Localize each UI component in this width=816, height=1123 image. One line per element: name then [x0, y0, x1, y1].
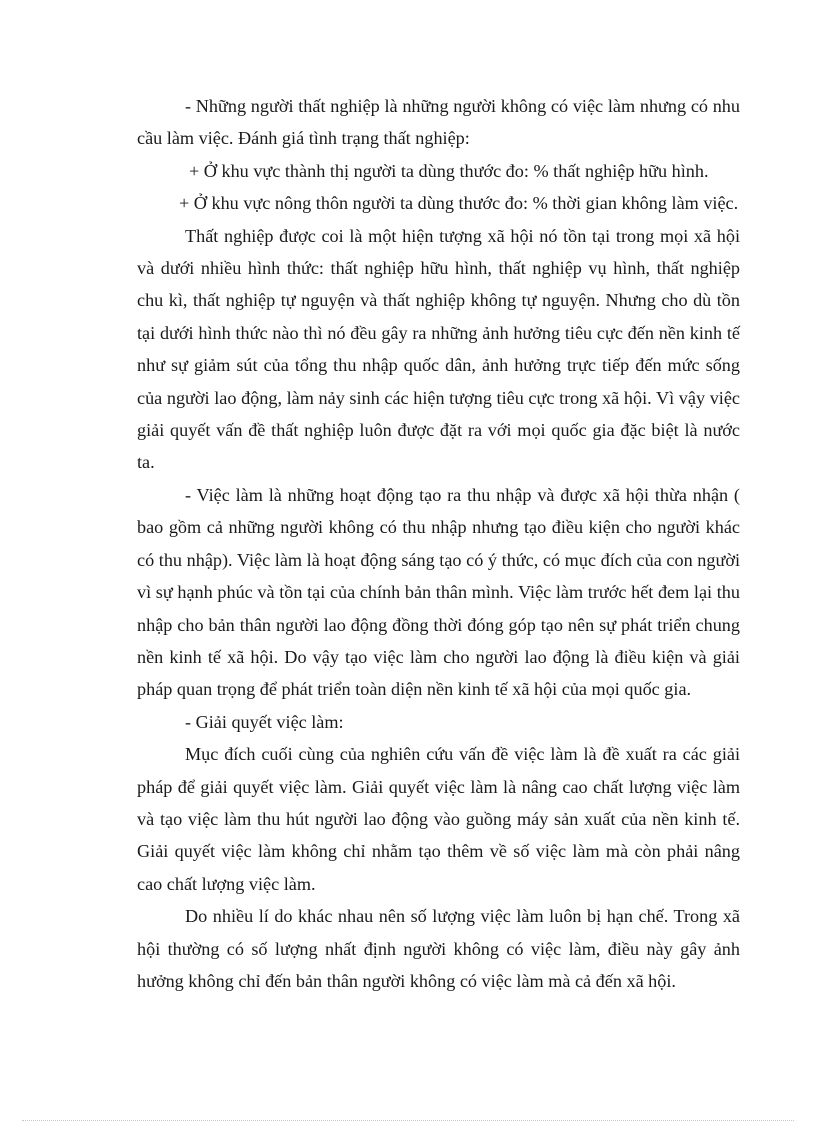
page-bottom-divider [22, 1120, 794, 1121]
paragraph-limited-jobs: Do nhiều lí do khác nhau nên số lượng việc làm luôn bị hạn chế. Trong xã hội thường có số lượng nhất định người không có việc làm, điều này gây ảnh hưởng không chỉ đến bản thân người không có việc làm mà cả đến xã hội. [137, 906, 740, 991]
document-body [137, 90, 740, 997]
paragraph-unemployed-definition: - Những người thất nghiệp là những người không có việc làm nhưng có nhu cầu làm việc. Đánh giá tình trạng thất nghiệp: [137, 96, 740, 149]
paragraph-unemployment-phenomenon: Thất nghiệp được coi là một hiện tượng xã hội nó tồn tại trong mọi xã hội và dưới nhiều hình thức: thất nghiệp hữu hình, thất nghiệp vụ hình, thất nghiệp chu kì, thất nghiệp tự nguyện và thất nghiệp không tự nguyện. Nhưng cho dù tồn tại dưới hình thức nào thì nó đều gây ra những ảnh hưởng tiêu cực đến nền kinh tế như sự giảm sút của tổng thu nhập quốc dân, ảnh hưởng trực tiếp đến mức sống của người lao động, làm nảy sinh các hiện tượng tiêu cực trong xã hội. Vì vậy việc giải quyết vấn đề thất nghiệp luôn được đặt ra với mọi quốc gia đặc biệt là nước ta. [137, 225, 740, 473]
paragraph-employment-definition: - Việc làm là những hoạt động tạo ra thu nhập và được xã hội thừa nhận ( bao gồm cả những người không có thu nhập nhưng tạo điều kiện cho người khác có thu nhập). Việc làm là hoạt động sáng tạo có ý thức, có mục đích của con người vì sự hạnh phúc và tồn tại của chính bản thân mình. Việc làm trước hết đem lại thu nhập cho bản thân người lao động đồng thời đóng góp tạo nên sự phát triển chung nền kinh tế xã hội. Do vậy tạo việc làm cho người lao động là điều kiện và giải pháp quan trọng để phát triển toàn diện nền kinh tế xã hội của mọi quốc gia. [137, 484, 740, 700]
paragraph-job-solution-heading: - Giải quyết việc làm: [185, 711, 344, 732]
paragraph-research-purpose: Mục đích cuối cùng của nghiên cứu vấn đề việc làm là đề xuất ra các giải pháp để giải quyết việc làm. Giải quyết việc làm là nâng cao chất lượng việc làm và tạo việc làm thu hút người lao động vào guồng máy sản xuất của nền kinh tế. Giải quyết việc làm không chỉ nhằm tạo thêm về số việc làm mà còn phải nâng cao chất lượng việc làm. [137, 744, 740, 894]
paragraph-rural-measure: + Ở khu vực nông thôn người ta dùng thước đo: % thời gian không làm việc. [179, 193, 739, 214]
paragraph-urban-measure: + Ở khu vực thành thị người ta dùng thước đo: % thất nghiệp hữu hình. [189, 160, 709, 181]
